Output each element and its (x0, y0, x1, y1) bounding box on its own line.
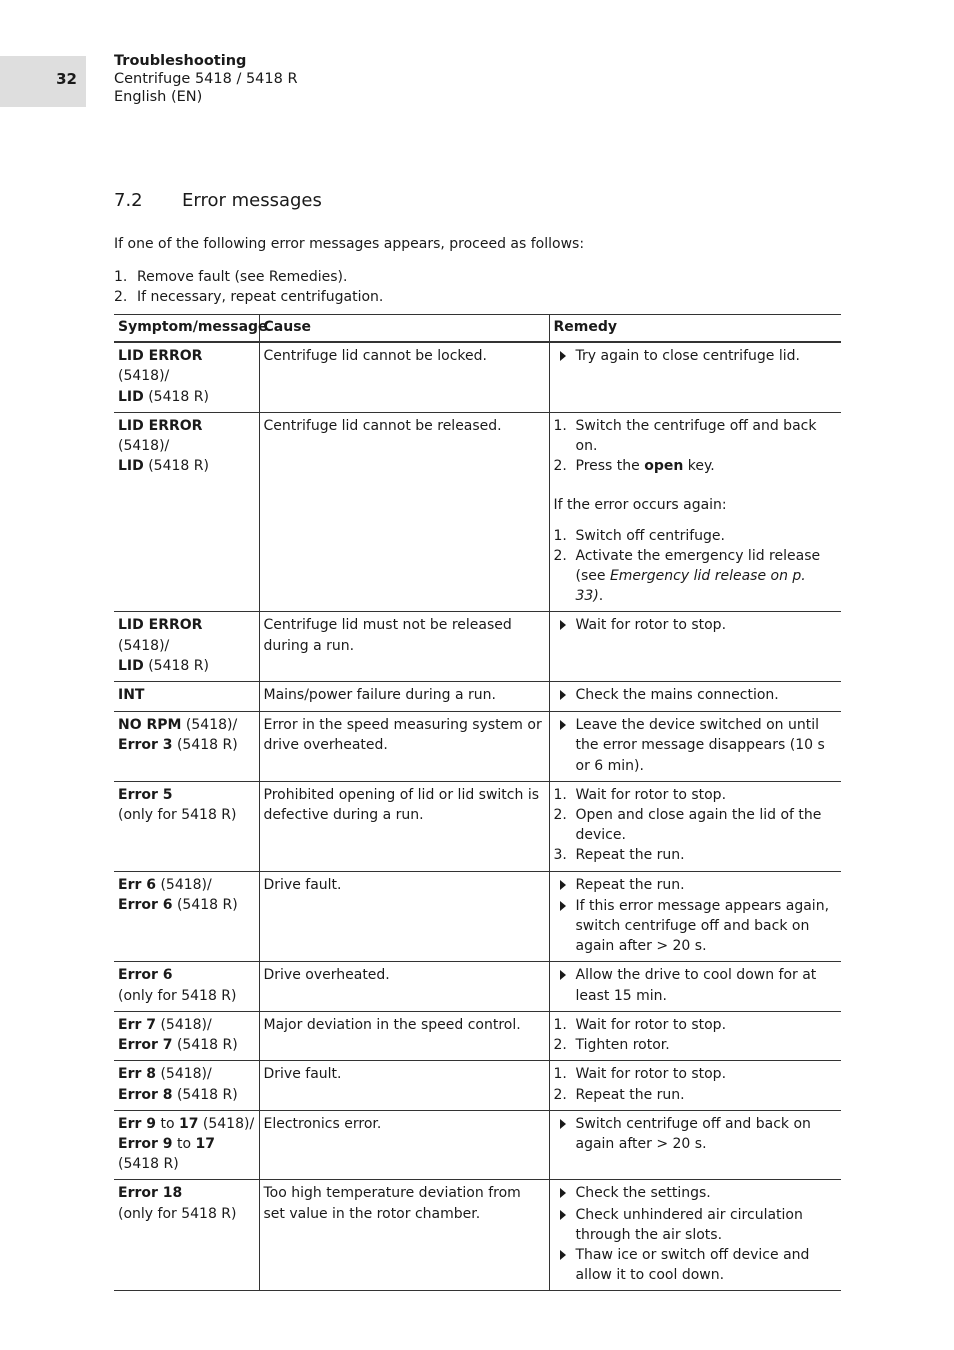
remedy-item (554, 875, 838, 896)
triangle-bullet-icon (554, 685, 576, 706)
symptom-text: (5418 R) (172, 1086, 238, 1103)
remedy-item (554, 685, 838, 706)
cause-cell: Centrifuge lid cannot be locked. (259, 342, 549, 412)
error-code: 17 (178, 1115, 199, 1132)
error-code: Err 8 (118, 1066, 156, 1083)
cause-cell: Error in the speed measuring system or drive overheated. (259, 712, 549, 782)
remedy-cell (549, 1011, 841, 1060)
remedy-cell (549, 612, 841, 682)
table-row (114, 1180, 841, 1291)
symptom-cell (114, 1061, 259, 1110)
triangle-bullet-icon (560, 690, 566, 700)
page-number-box (0, 56, 86, 107)
remedy-text-part: Allow the drive to cool down for at least 15 min. (575, 967, 817, 1004)
remedy-text-part: If this error message appears again, switch centrifuge off and back on again after > 20 s. (575, 897, 830, 955)
symptom-text: (5418)/ (156, 876, 212, 893)
triangle-bullet-icon (560, 970, 566, 980)
cross-reference: Emergency lid release on p. 33) (575, 568, 806, 605)
remedy-text (576, 845, 685, 865)
symptom-line (118, 735, 255, 755)
remedy-text (576, 896, 838, 957)
remedy-text (576, 785, 727, 805)
remedy-text (576, 1245, 838, 1285)
cause-cell: Major deviation in the speed control. (259, 1011, 549, 1060)
symptom-line (118, 1015, 255, 1035)
symptom-text: (5418 R) (172, 896, 238, 913)
cause-cell: Centrifuge lid cannot be released. (259, 412, 549, 612)
key-name: open (644, 458, 684, 475)
triangle-bullet-icon (554, 1114, 576, 1154)
symptom-text: (5418 R) (143, 458, 209, 475)
symptom-cell (114, 612, 259, 682)
remedy-item (554, 1015, 838, 1035)
triangle-bullet-icon (554, 615, 576, 636)
triangle-bullet-icon (560, 901, 566, 911)
remedy-text (576, 965, 838, 1005)
remedy-text-part: Activate the emergency lid release (see (575, 547, 821, 585)
remedy-text-part: Open and close again the lid of the device. (575, 807, 822, 844)
symptom-line (118, 986, 255, 1006)
symptom-cell (114, 1180, 259, 1291)
remedy-text-part: . (598, 588, 604, 605)
step-text: Remove fault (see Remedies). (137, 269, 348, 285)
remedy-item (554, 845, 838, 865)
symptom-line (118, 1183, 255, 1203)
symptom-text: to (172, 1135, 196, 1152)
remedy-cell (549, 1061, 841, 1110)
error-code: INT (118, 687, 145, 704)
remedy-text (576, 1064, 727, 1084)
symptom-text: (only for 5418 R) (118, 987, 237, 1004)
remedy-text (576, 416, 838, 456)
remedy-text (576, 1205, 838, 1245)
remedy-item (554, 346, 838, 367)
error-code: Error 6 (118, 896, 173, 913)
symptom-line (118, 1134, 255, 1174)
remedy-item (554, 1064, 838, 1084)
step-number: 1. (114, 269, 128, 285)
triangle-bullet-icon (560, 1210, 566, 1220)
remedy-step-number: 2. (553, 1086, 567, 1103)
remedy-text-part: Wait for rotor to stop. (575, 1016, 727, 1033)
cause-cell: Drive overheated. (259, 962, 549, 1011)
table-row (114, 682, 841, 712)
symptom-cell (114, 342, 259, 412)
remedy-step-number: 2. (553, 1037, 567, 1054)
column-header-remedy: Remedy (549, 315, 841, 343)
symptom-text: (5418 R) (143, 388, 209, 405)
remedy-cell (549, 781, 841, 871)
symptom-line (118, 805, 255, 825)
remedy-item (554, 1114, 838, 1154)
error-code: LID ERROR (118, 617, 203, 634)
section-number: 7.2 (114, 190, 143, 211)
remedy-text (576, 456, 715, 476)
symptom-line (118, 456, 255, 476)
remedy-step-number: 1. (553, 1016, 567, 1033)
symptom-cell (114, 712, 259, 782)
error-code: Error 18 (118, 1185, 183, 1202)
symptom-line (118, 715, 255, 735)
header-chapter-title: Troubleshooting (114, 53, 247, 69)
remedy-text-part: Wait for rotor to stop. (575, 1066, 727, 1083)
remedy-text (576, 615, 727, 636)
symptom-cell (114, 781, 259, 871)
triangle-bullet-icon (554, 896, 576, 957)
symptom-line (118, 387, 255, 407)
remedy-text-part: Repeat the run. (575, 876, 685, 893)
symptom-line (118, 895, 255, 915)
symptom-line (118, 1114, 255, 1134)
remedy-text-part: Switch the centrifuge off and back on. (575, 417, 817, 455)
remedy-cell (549, 1110, 841, 1180)
remedy-text-part: Thaw ice or switch off device and allow it to cool down. (575, 1246, 810, 1284)
error-code: Err 6 (118, 876, 156, 893)
triangle-bullet-icon (554, 1245, 576, 1285)
symptom-cell (114, 412, 259, 612)
cause-cell: Electronics error. (259, 1110, 549, 1180)
procedure-step (114, 287, 383, 307)
cause-cell: Drive fault. (259, 871, 549, 962)
triangle-bullet-icon (560, 1188, 566, 1198)
remedy-cell (549, 412, 841, 612)
error-code: LID ERROR (118, 348, 203, 365)
remedy-step-number: 1. (553, 527, 567, 544)
remedy-cell (549, 962, 841, 1011)
symptom-text: (5418)/ (118, 637, 170, 654)
remedy-step-number: 2. (553, 807, 567, 824)
remedy-text (576, 805, 838, 845)
symptom-line (118, 615, 255, 655)
table-row (114, 781, 841, 871)
table-row (114, 612, 841, 682)
symptom-line (118, 416, 255, 456)
symptom-text: (5418 R) (118, 1156, 179, 1173)
remedy-text (576, 1183, 711, 1204)
remedy-text-part: Wait for rotor to stop. (575, 786, 727, 803)
error-code: Err 7 (118, 1016, 156, 1033)
remedy-item (554, 785, 838, 805)
section-heading (114, 190, 322, 211)
remedy-text (576, 546, 838, 607)
symptom-line (118, 1064, 255, 1084)
table-row (114, 412, 841, 612)
triangle-bullet-icon (554, 346, 576, 367)
error-messages-table (114, 314, 841, 1291)
remedy-text-part: Press the (575, 458, 645, 475)
symptom-line (118, 875, 255, 895)
symptom-line (118, 965, 255, 985)
triangle-bullet-icon (560, 1250, 566, 1260)
table-row (114, 712, 841, 782)
remedy-text (576, 875, 685, 896)
table-row (114, 1061, 841, 1110)
error-code: Error 8 (118, 1086, 173, 1103)
cause-cell: Prohibited opening of lid or lid switch is defective during a run. (259, 781, 549, 871)
remedy-step-number: 2. (553, 458, 567, 475)
table-row (114, 962, 841, 1011)
remedy-text-part: Check the settings. (575, 1185, 711, 1202)
page-number: 32 (56, 70, 77, 88)
remedy-item (554, 615, 838, 636)
symptom-text: to (156, 1115, 179, 1132)
symptom-line (118, 656, 255, 676)
remedy-text (576, 1085, 685, 1105)
triangle-bullet-icon (554, 965, 576, 1005)
remedy-item (554, 1205, 838, 1245)
symptom-text: (5418)/ (118, 368, 170, 385)
triangle-bullet-icon (554, 715, 576, 776)
table-row (114, 1110, 841, 1180)
symptom-text: (5418)/ (181, 717, 238, 734)
error-code: 17 (195, 1135, 215, 1152)
cause-cell: Drive fault. (259, 1061, 549, 1110)
triangle-bullet-icon (560, 720, 566, 730)
table-body (114, 342, 841, 1291)
cause-cell: Too high temperature deviation from set value in the rotor chamber. (259, 1180, 549, 1291)
remedy-text-part: Switch centrifuge off and back on again after > 20 s. (575, 1115, 811, 1152)
remedy-text (576, 1015, 727, 1035)
error-code: Error 7 (118, 1037, 173, 1054)
symptom-line (118, 1035, 255, 1055)
remedy-note: If the error occurs again: (553, 497, 727, 514)
column-header-symptom: Symptom/message (114, 315, 259, 343)
triangle-bullet-icon (554, 875, 576, 896)
remedy-text (576, 685, 779, 706)
remedy-step-number: 1. (553, 417, 567, 434)
symptom-line (118, 1204, 255, 1224)
symptom-cell (114, 871, 259, 962)
triangle-bullet-icon (560, 620, 566, 630)
remedy-text (576, 715, 838, 776)
symptom-text: (5418 R) (143, 657, 209, 674)
symptom-line (118, 1085, 255, 1105)
remedy-text (576, 1035, 670, 1055)
symptom-cell (114, 1110, 259, 1180)
remedy-text-part: Check unhindered air circulation through the air slots. (575, 1206, 803, 1243)
remedy-text (576, 346, 800, 367)
symptom-text: (5418 R) (172, 737, 238, 754)
remedy-cell (549, 871, 841, 962)
symptom-text: (5418)/ (118, 438, 170, 455)
remedy-text (576, 526, 725, 546)
error-code: Err 9 (118, 1115, 156, 1132)
symptom-line (118, 785, 255, 805)
symptom-text: (5418)/ (198, 1115, 255, 1132)
triangle-bullet-icon (560, 351, 566, 361)
remedy-item (554, 546, 838, 607)
error-code: LID ERROR (118, 417, 203, 434)
error-code: Error 5 (118, 786, 173, 803)
remedy-step-number: 2. (553, 547, 567, 564)
error-code: NO RPM (118, 717, 182, 734)
remedy-cell (549, 342, 841, 412)
error-code: Error 6 (118, 967, 173, 984)
remedy-text (576, 1114, 838, 1154)
remedy-text-part: Leave the device switched on until the error message disappears (10 s or 6 min). (575, 717, 825, 774)
step-text: If necessary, repeat centrifugation. (137, 289, 384, 305)
error-code: LID (118, 388, 144, 405)
remedy-text-part: Repeat the run. (575, 1086, 685, 1103)
symptom-cell (114, 682, 259, 712)
remedy-item (554, 805, 838, 845)
section-title: Error messages (182, 190, 322, 211)
remedy-step-number: 3. (553, 847, 567, 864)
cause-cell: Centrifuge lid must not be released during a run. (259, 612, 549, 682)
symptom-line (118, 346, 255, 386)
header-language: English (EN) (114, 89, 203, 105)
cause-cell: Mains/power failure during a run. (259, 682, 549, 712)
symptom-text: (only for 5418 R) (118, 807, 237, 824)
table-row (114, 342, 841, 412)
symptom-cell (114, 962, 259, 1011)
error-code: LID (118, 458, 144, 475)
table-header-row (114, 315, 841, 343)
remedy-item (554, 896, 838, 957)
remedy-item (554, 1035, 838, 1055)
remedy-item (554, 456, 838, 476)
remedy-text-part: Try again to close centrifuge lid. (575, 348, 800, 365)
remedy-text-part: Tighten rotor. (575, 1037, 670, 1054)
remedy-item (554, 965, 838, 1005)
remedy-cell (549, 1180, 841, 1291)
step-number: 2. (114, 289, 128, 305)
intro-text: If one of the following error messages appears, proceed as follows: (114, 236, 585, 252)
remedy-item (554, 1183, 838, 1204)
table-row (114, 871, 841, 962)
error-code: Error 3 (118, 737, 173, 754)
table-row (114, 1011, 841, 1060)
triangle-bullet-icon (554, 1205, 576, 1245)
triangle-bullet-icon (560, 1119, 566, 1129)
symptom-line (118, 685, 255, 705)
remedy-text-part: Switch off centrifuge. (575, 527, 725, 544)
remedy-item (554, 715, 838, 776)
triangle-bullet-icon (560, 880, 566, 890)
procedure-steps (114, 267, 383, 307)
symptom-text: (5418)/ (156, 1066, 212, 1083)
remedy-cell (549, 712, 841, 782)
header-product: Centrifuge 5418 / 5418 R (114, 71, 298, 87)
remedy-text-part: key. (683, 458, 715, 475)
remedy-item (554, 1085, 838, 1105)
procedure-step (114, 267, 383, 287)
remedy-text-part: Repeat the run. (575, 847, 685, 864)
remedy-cell (549, 682, 841, 712)
symptom-cell (114, 1011, 259, 1060)
remedy-text-part: Check the mains connection. (575, 687, 779, 704)
remedy-item (554, 526, 838, 546)
remedy-step-number: 1. (553, 786, 567, 803)
remedy-item (554, 416, 838, 456)
remedy-item (554, 1245, 838, 1285)
remedy-text-part: Wait for rotor to stop. (575, 617, 727, 634)
symptom-text: (only for 5418 R) (118, 1205, 237, 1222)
column-header-cause: Cause (259, 315, 549, 343)
symptom-text: (5418)/ (156, 1016, 212, 1033)
error-code: LID (118, 657, 144, 674)
remedy-step-number: 1. (553, 1066, 567, 1083)
running-header (114, 52, 298, 106)
error-code: Error 9 (118, 1135, 173, 1152)
triangle-bullet-icon (554, 1183, 576, 1204)
symptom-text: (5418 R) (172, 1037, 238, 1054)
